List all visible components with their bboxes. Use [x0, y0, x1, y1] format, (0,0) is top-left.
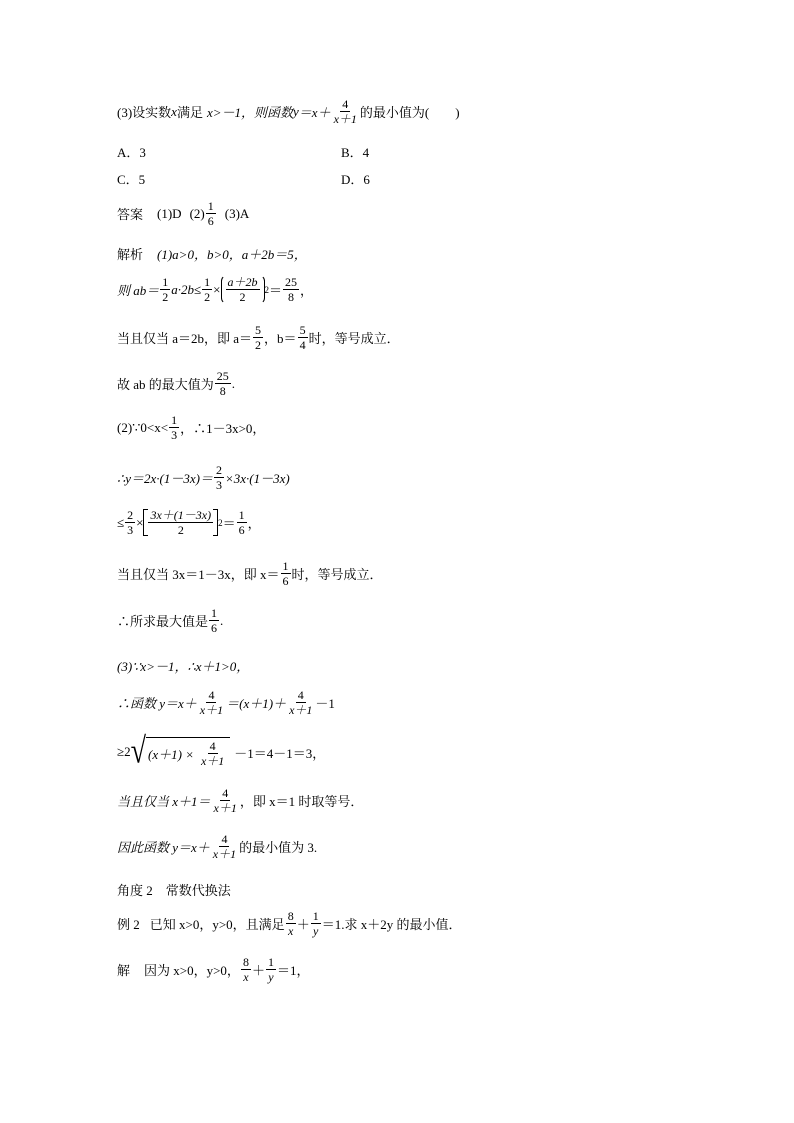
answer-part-1: (1)D [157, 205, 182, 221]
analysis-line-5: (2)∵0<x< $\frac{1}{3}$ ，∴1－3x>0， [117, 413, 266, 442]
option-d-wrap [341, 169, 370, 188]
answer-part-3: (3)A [224, 205, 250, 221]
q3-prefix: (3)设实数 [117, 105, 172, 120]
answer-label: 答案 [117, 207, 144, 222]
q3-condition: x>－1，则函数 [206, 105, 294, 120]
example-label: 例 2 [117, 917, 140, 932]
square-root: √ (x＋1) × $\frac{4}{x+1}$ [131, 737, 231, 767]
analysis-line-9: ∴所求最大值是 $\frac{1}{6}$ . [117, 606, 224, 635]
analysis-line-7: ≤ $\frac{2}{3}$ × $\frac{3x+(1-3x)}{2}$ 2 ＝ $\frac{1}{6}$ ， [117, 508, 261, 537]
analysis-line-2: 则 ab＝ $\frac{1}{2}$ a·2b≤ $\frac{1}{2}$ × $\frac{a+2b}{2}$ 2 ＝ $\frac{25}{8}$ ， [117, 275, 314, 304]
analysis-line-1: 解析 (1)a>0，b>0，a＋2b＝5， [117, 244, 307, 263]
analysis-line-3: 当且仅当 a＝2b，即 a＝ $\frac{5}{2}$ ，b＝ $\frac{5}{4}$ 时，等号成立． [117, 323, 400, 352]
analysis-line-4: 故 ab 的最大值为 $\frac{25}{8}$ . [117, 369, 236, 398]
solution-label: 解 [117, 963, 131, 978]
answer-fraction: $\frac{1}{6}$ [207, 199, 214, 228]
options-row-2 [117, 169, 145, 188]
option-b: B．4 [341, 145, 370, 160]
radical-sign: √ [130, 731, 147, 772]
answer-line [117, 200, 249, 227]
q3-eq: ＝x＋ [298, 105, 331, 120]
option-c: C．5 [117, 172, 146, 187]
section-heading: 角度 2 常数代换法 [117, 883, 231, 898]
analysis-label: 解析 [117, 247, 144, 262]
options-row-1 [117, 142, 146, 161]
analysis-line-11: ∴函数 y＝x＋ $\frac{4}{x+1}$ ＝(x＋1)＋ $\frac{4}{x+1}$ －1 [117, 688, 335, 717]
example-2: 例 2 已知 x>0，y>0，且满足 $\frac{8}{x}$ ＋ $\frac{1}{y}$ ＝1.求 x＋2y 的最小值． [117, 909, 462, 938]
option-a: A．3 [117, 145, 146, 160]
option-b-wrap [341, 142, 369, 161]
analysis-line-12: ≥2 √ (x＋1) × $\frac{4}{x+1}$ －1＝4－1＝3， [117, 731, 326, 772]
q3-fraction: $\frac{4}{x+1}$ [333, 97, 357, 126]
square-bracket-group: $\frac{3x+(1-3x)}{2}$ [143, 509, 218, 536]
q3-var-y: y [293, 103, 299, 119]
option-d: D．6 [341, 172, 370, 187]
solution-line: 解 因为 x>0，y>0， $\frac{8}{x}$ ＋ $\frac{1}{y}$ ＝1， [117, 955, 310, 984]
q3-var-x: x [171, 103, 177, 119]
analysis-line-6: ∴y＝2x·(1－3x)＝ $\frac{2}{3}$ ×3x·(1－3x) [117, 463, 290, 492]
analysis-line-13: 当且仅当 x＋1＝ $\frac{4}{x+1}$ ，即 x＝1 时取等号． [117, 786, 364, 815]
answer-part-2: (2) [189, 205, 205, 221]
question-3 [117, 98, 460, 125]
q3-suffix: 的最小值为( ) [359, 105, 460, 120]
paren-group: $\frac{a+2b}{2}$ [221, 275, 265, 304]
analysis-line-14: 因此函数 y＝x＋ $\frac{4}{x+1}$ 的最小值为 3. [117, 832, 318, 861]
analysis-line-10: (3)∵x>－1，∴x＋1>0， [117, 659, 250, 674]
q3-mid: 满足 [176, 105, 203, 120]
analysis-line-8: 当且仅当 3x＝1－3x，即 x＝ $\frac{1}{6}$ 时，等号成立． [117, 559, 383, 588]
